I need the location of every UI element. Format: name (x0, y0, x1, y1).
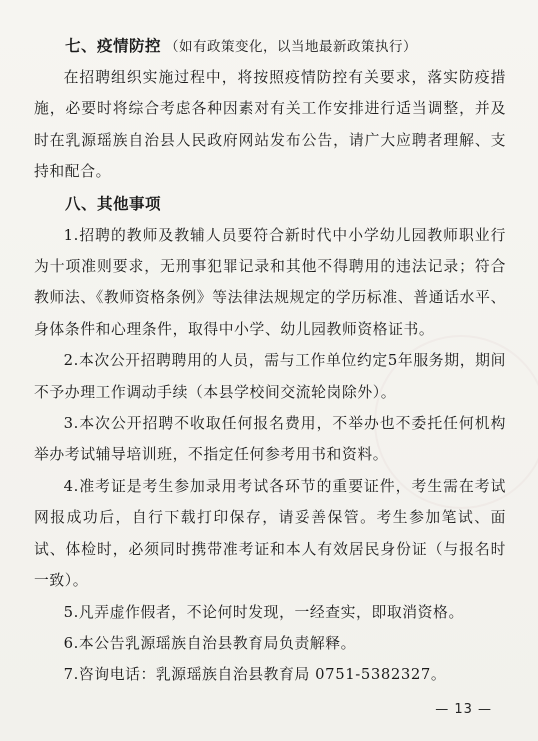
section-heading-epidemic (34, 30, 506, 62)
paragraph-item-6: 6.本公告乳源瑶族自治县教育局负责解释。 (63, 634, 357, 652)
section-note: （如有政策变化，以当地最新政策执行） (165, 39, 418, 55)
paragraph-item-2: 2.本次公开招聘聘用的人员，需与工作单位约定5年服务期，期间不予办理工作调动手续（本县学校间交流轮岗除外）。 (34, 352, 506, 401)
section-heading-other (34, 188, 506, 220)
section-title: 七、疫情防控 (65, 37, 162, 55)
paragraph-item-5: 5.凡弄虚作假者，不论何时发现，一经查实，即取消资格。 (63, 603, 464, 621)
document-body (34, 30, 506, 691)
paragraph-epidemic: 在招聘组织实施过程中，将按照疫情防控有关要求，落实防疫措施，必要时将综合考虑各种因素对有关工作安排进行适当调整，并及时在乳源瑶族自治县人民政府网站发布公告，请广大应聘者理解、支持和配合。 (34, 69, 506, 181)
paragraph-item-7: 7.咨询电话：乳源瑶族自治县教育局 0751-5382327。 (63, 666, 447, 684)
page-number: — 13 — (435, 702, 492, 717)
paragraph-item-4: 4.准考证是考生参加录用考试各环节的重要证件，考生需在考试网报成功后，自行下载打印保存，请妥善保管。考生参加笔试、面试、体检时，必须同时携带准考证和本人有效居民身份证（与报名时一致）。 (34, 477, 506, 590)
paragraph-item-1: 1.招聘的教师及教辅人员要符合新时代中小学幼儿园教师职业行为十项准则要求，无刑事犯罪记录和其他不得聘用的违法记录；符合教师法、《教师资格条例》等法律法规规定的学历标准、普通话水平、身体条件和心理条件，取得中小学、幼儿园教师资格证书。 (34, 226, 506, 338)
section-title: 八、其他事项 (65, 194, 162, 213)
paragraph-item-3: 3.本次公开招聘不收取任何报名费用，不举办也不委托任何机构举办考试辅导培训班，不指定任何参考用书和资料。 (34, 415, 506, 464)
